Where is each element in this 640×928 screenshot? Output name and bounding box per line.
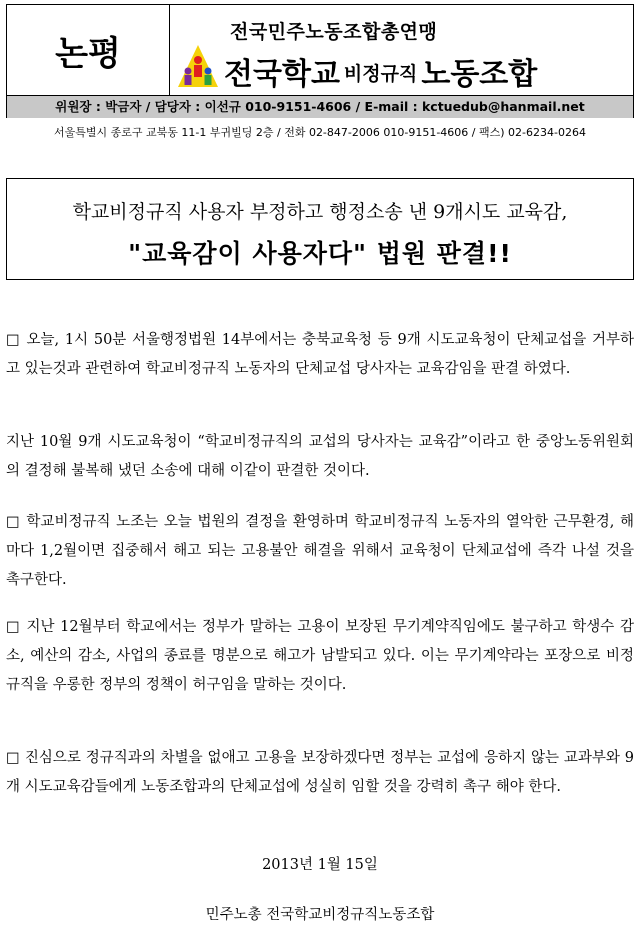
publication-date: 2013년 1월 15일 (262, 857, 378, 873)
union-logo-icon (176, 43, 220, 89)
organization-box (170, 5, 633, 95)
body-paragraph: □ 진심으로 정규직과의 차별을 없애고 고용을 보장하겠다면 정부는 교섭에 응하지 않는 교과부와 9개 시도교육감들에게 노동조합과의 단체교섭에 성실히 임할 것을 강력히 촉구 해야 한다. (6, 750, 634, 795)
header-box (6, 4, 634, 96)
headline-line-2: "교육감이 사용자다" 법원 판결!! (128, 239, 512, 268)
headline-box (6, 178, 634, 280)
headline-line-1: 학교비정규직 사용자 부정하고 행정소송 낸 9개시도 교육감, (72, 201, 568, 223)
body-paragraph: 지난 10월 9개 시도교육청이 “학교비정규직의 교섭의 당사자는 교육감”이라고 한 중앙노동위원회의 결정해 불복해 냈던 소송에 대해 이같이 판결한 것이다. (6, 434, 634, 479)
document-type-label: 논평 (7, 5, 170, 95)
address-line: 서울특별시 종로구 교북동 11-1 부귀빌딩 2층 / 전화 02-847-2006 010-9151-4606 / 팩스) 02-6234-0264 (54, 126, 586, 139)
federation-name: 전국민주노동조합총연맹 (230, 21, 438, 43)
signature: 민주노총 전국학교비정규직노동조합 (205, 907, 435, 923)
contact-info-bar: 위원장 : 박금자 / 담당자 : 이선규 010-9151-4606 / E-mail : kctuedub@hanmail.net (6, 96, 634, 118)
body-paragraph: □ 학교비정규직 노조는 오늘 법원의 결정을 환영하며 학교비정규직 노동자의 열악한 근무환경, 해마다 1,2월이면 집중해서 해고 되는 고용불안 해결을 위해서 교육청이 단체교섭에 즉각 나설 것을 촉구한다. (6, 514, 634, 588)
body-paragraph: □ 오늘, 1시 50분 서울행정법원 14부에서는 충북교육청 등 9개 시도교육청이 단체교섭을 거부하고 있는것과 관련하여 학교비정규직 노동자의 단체교섭 당사자는 교육감임을 판결 하였다. (6, 332, 634, 377)
union-name: 전국학교 비정규직 노동조합 (224, 57, 538, 92)
body-paragraph: □ 지난 12월부터 학교에서는 정부가 말하는 고용이 보장된 무기계약직임에도 불구하고 학생수 감소, 예산의 감소, 사업의 종료를 명분으로 해고가 남발되고 있다. 이는 무기계약라는 포장으로 비정규직을 우롱한 정부의 정책이 허구임을 말하는 것이다. (6, 619, 634, 693)
